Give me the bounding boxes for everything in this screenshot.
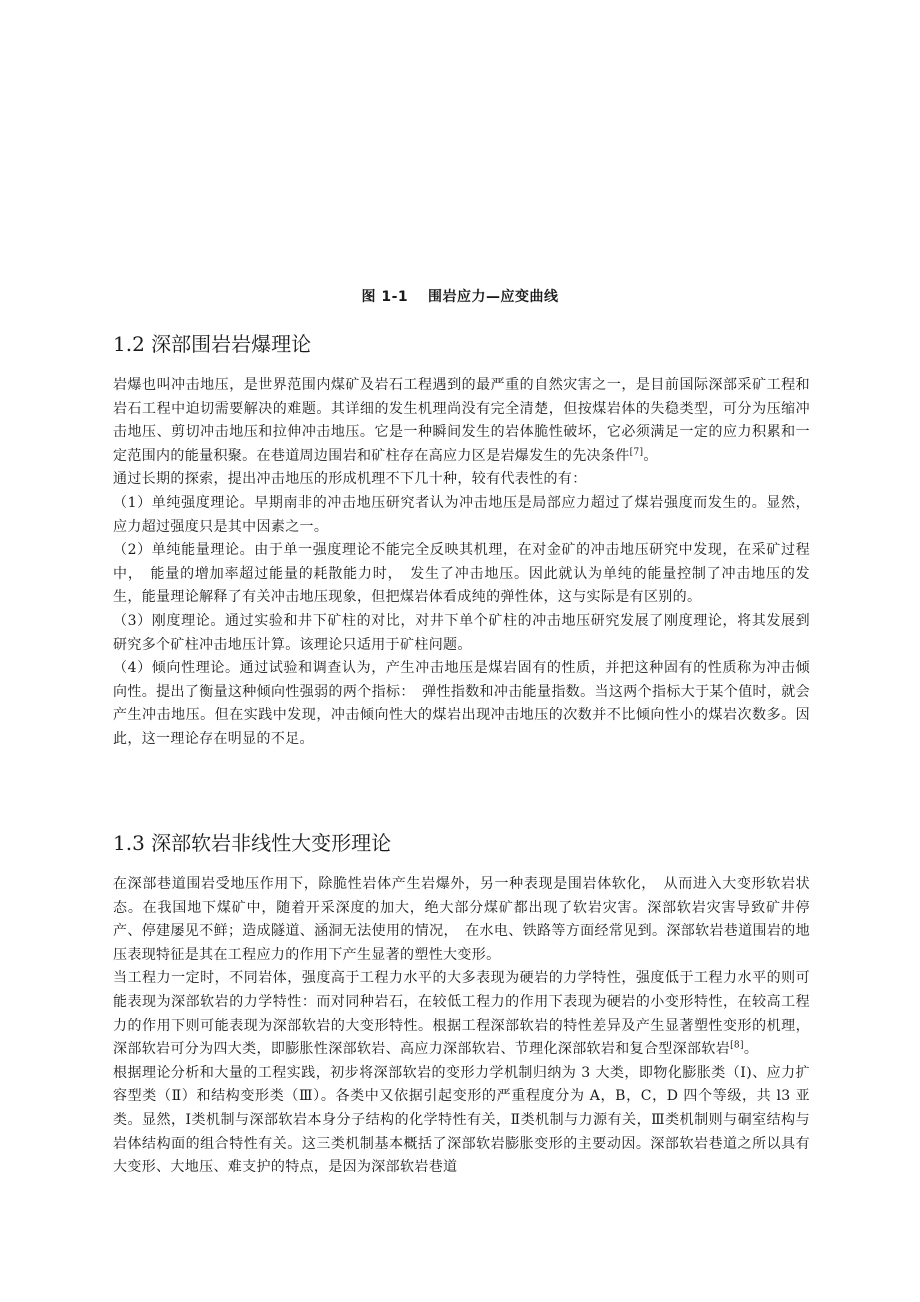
paragraph: 当工程力一定时，不同岩体，强度高于工程力水平的大多表现为硬岩的力学特性，强度低于工程力水平的则可能表现为深部软岩的力学特性：而对同种岩石，在较低工程力的作用下表现为硬岩的小变形特性，在较高工程力的作用下则可能表现为深部软岩的大变形特性。根据工程深部软岩的特性差异及产生显著塑性变形的机理，深部软岩可分为四大类，即膨胀性深部软岩、高应力深部软岩、节理化深部软岩和复合型深部软岩[8]。 xyxy=(113,970,810,1058)
paragraph: 在深部巷道围岩受地压作用下，除脆性岩体产生岩爆外，另一种表现是围岩体软化， 从而进入大变形软岩状态。在我国地下煤矿中，随着开采深度的加大，绝大部分煤矿都出现了软岩灾害。深部软岩灾害导致矿井停产、停建屡见不鲜；造成隧道、涵洞无法使用的情况， 在水电、铁路等方面经常见到。深部软岩巷道围岩的地压表现特征是其在工程应力的作用下产生显著的塑性大变形。 xyxy=(113,876,810,963)
citation-ref: [8] xyxy=(730,1040,744,1051)
paragraph: 岩爆也叫冲击地压，是世界范围内煤矿及岩石工程遇到的最严重的自然灾害之一，是目前国际深部采矿工程和岩石工程中迫切需要解决的难题。其详细的发生机理尚没有完全清楚，但按煤岩体的失稳类型，可分为压缩冲击地压、剪切冲击地压和拉伸冲击地压。它是一种瞬间发生的岩体脆性破坏，它必须满足一定的应力积累和一定范围内的能量积聚。在巷道周边围岩和矿柱存在高应力区是岩爆发生的先决条件[7]。 xyxy=(113,377,810,464)
paragraph: （3）刚度理论。通过实验和井下矿柱的对比，对井下单个矿柱的冲击地压研究发展了刚度理论，将其发展到研究多个矿柱冲击地压计算。该理论只适用于矿柱问题。 xyxy=(113,612,810,653)
section-body-1-3 xyxy=(113,873,810,1180)
section-heading-1-2: 1.2 深部围岩岩爆理论 xyxy=(113,332,312,356)
paragraph: （2）单纯能量理论。由于单一强度理论不能完全反映其机理，在对金矿的冲击地压研究中发现，在采矿过程中， 能量的增加率超过能量的耗散能力时， 发生了冲击地压。因此就认为单纯的能量控制了冲击地压的发生，能量理论解释了有关冲击地压现象，但把煤岩体看成纯的弹性体，这与实际是有区别的。 xyxy=(113,542,810,606)
paragraph: （4）倾向性理论。通过试验和调查认为，产生冲击地压是煤岩固有的性质，并把这种固有的性质称为冲击倾向性。提出了衡量这种倾向性强弱的两个指标： 弹性指数和冲击能量指数。当这两个指标大于某个值时，就会产生冲击地压。但在实践中发现，冲击倾向性大的煤岩出现冲击地压的次数并不比倾向性小的煤岩次数多。因此，这一理论存在明显的不足。 xyxy=(113,660,810,747)
citation-ref: [7] xyxy=(629,447,644,458)
figure-caption: 图 1-1 围岩应力—应变曲线 xyxy=(361,289,559,305)
section-body-1-2 xyxy=(113,374,810,752)
section-heading-1-3: 1.3 深部软岩非线性大变形理论 xyxy=(113,831,392,855)
paragraph: （1）单纯强度理论。早期南非的冲击地压研究者认为冲击地压是局部应力超过了煤岩强度而发生的。显然，应力超过强度只是其中因素之一。 xyxy=(113,494,810,535)
paragraph: 根据理论分析和大量的工程实践，初步将深部软岩的变形力学机制归纳为 3 大类，即物化膨胀类（Ⅰ)、应力扩容型类（Ⅱ）和结构变形类（Ⅲ）。各类中又依据引起变形的严重程度分为 A，B，C，D 四个等级，共 l3 亚类。显然，Ⅰ类机制与深部软岩本身分子结构的化学特性有关，Ⅱ类机制与力源有关，Ⅲ类机制则与硐室结构与岩体结构面的组合特性有关。这三类机制基本概括了深部软岩膨胀变形的主要动因。深部软岩巷道之所以具有大变形、大地压、难支护的特点，是因为深部软岩巷道 xyxy=(113,1064,810,1176)
paragraph: 通过长期的探索，提出冲击地压的形成机理不下几十种，较有代表性的有： xyxy=(113,471,587,488)
